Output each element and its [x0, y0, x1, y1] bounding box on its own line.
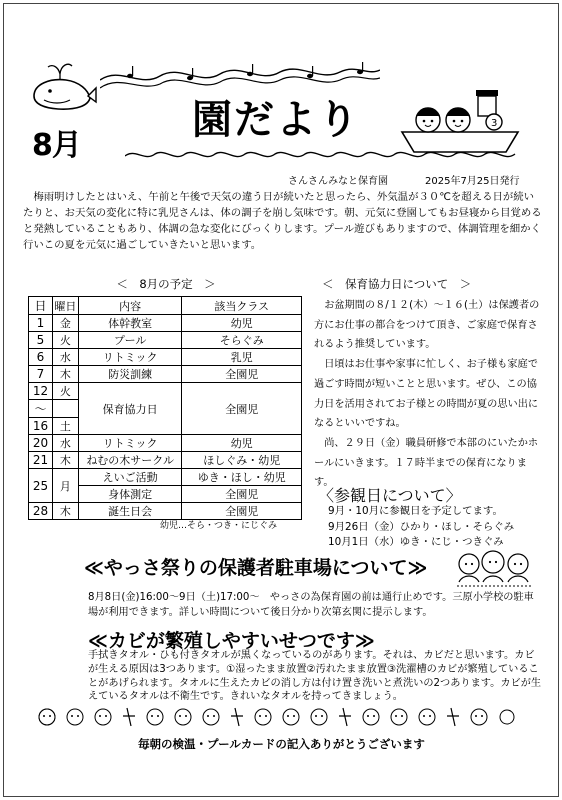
children-illustration [455, 548, 535, 588]
class-cell: 全園児 [182, 383, 302, 435]
content-cell: 身体測定 [78, 486, 182, 503]
table-row [29, 452, 302, 469]
class-cell: 乳児 [182, 349, 302, 366]
weekday-cell: 火 [52, 332, 78, 349]
weekday-cell [52, 400, 78, 418]
month-label: 8月 [32, 128, 81, 163]
weekday-cell: 土 [52, 418, 78, 435]
boat-badge-number: 3 [491, 118, 498, 129]
wave-decoration [125, 148, 525, 162]
schedule-heading: ＜ 8月の予定 ＞ [116, 277, 216, 291]
schedule-footnote: 幼児…そら・つき・にじぐみ [160, 521, 278, 531]
visit-heading: 〈参観日について〉 [318, 486, 462, 505]
column-header: 該当クラス [182, 297, 302, 315]
parking-text: 8月8日(金)16:00～9日（土)17:00～ やっさの為保育園の前は通行止めです。三原小学校の駐車場が利用できます。詳しい時間について後日分かり次第玄関に提示します。 [88, 592, 534, 618]
table-row [29, 332, 302, 349]
class-cell: ほしぐみ・幼児 [182, 452, 302, 469]
cooperation-paragraph: お盆期間の８/１２(木）～１６(土）は保護者の方にお仕事の都合をつけて頂き、ご家庭で保育されるよう推奨しています。 [314, 300, 540, 351]
class-cell: 全園児 [182, 486, 302, 503]
table-row [29, 435, 302, 452]
schedule-table [28, 296, 302, 520]
smiley-faces-border [35, 704, 515, 730]
cooperation-heading: ＜ 保育協力日について ＞ [322, 277, 472, 291]
class-cell: 幼児 [182, 315, 302, 332]
parking-heading: ≪やっさ祭りの保護者駐車場について≫ [84, 557, 428, 579]
content-cell: 体幹教室 [78, 315, 182, 332]
content-cell: 誕生日会 [78, 503, 182, 520]
column-header: 曜日 [52, 297, 78, 315]
mold-heading: ≪カビが繁殖しやすいせつです≫ [88, 630, 375, 652]
cooperation-paragraph: 尚、２９日（金）職員研修で本部のにいたかホールにいきます。１７時半までの保育になります。 [314, 437, 539, 489]
class-cell: そらぐみ [182, 332, 302, 349]
weekday-cell: 金 [52, 315, 78, 332]
weekday-cell: 木 [52, 366, 78, 383]
table-row [29, 469, 302, 486]
cooperation-text [314, 296, 546, 493]
publish-date: 2025年7月25日発行 [425, 176, 520, 187]
day-cell: 12 [29, 383, 53, 400]
table-header-row [29, 297, 302, 315]
weekday-cell: 木 [52, 452, 78, 469]
content-cell: 保育協力日 [78, 383, 182, 435]
day-cell: 5 [29, 332, 53, 349]
weekday-cell: 木 [52, 503, 78, 520]
table-row [29, 383, 302, 400]
class-cell: ゆき・ほし・幼児 [182, 469, 302, 486]
music-note-banner [100, 58, 380, 92]
content-cell: 防災訓練 [78, 366, 182, 383]
table-row [29, 315, 302, 332]
day-cell: 20 [29, 435, 53, 452]
newsletter-title: 園だより [192, 97, 360, 143]
content-cell: ねむの木サークル [78, 452, 182, 469]
cooperation-paragraph: 日頃はお仕事や家事に忙しく、お子様も家庭で過ごす時間が短いことと思います。ぜひ、この協力日を活用されてお子様との時間が夏の思い出になるといいですね。 [314, 359, 539, 430]
weekday-cell: 火 [52, 383, 78, 400]
visit-line: 9月・10月に参観日を予定してます。 [328, 505, 503, 517]
class-cell: 全園児 [182, 366, 302, 383]
day-cell: 28 [29, 503, 53, 520]
visit-line: 10月1日（水）ゆき・にじ・つきぐみ [328, 536, 504, 548]
weekday-cell: 月 [52, 469, 78, 503]
weekday-cell: 水 [52, 435, 78, 452]
day-cell: 21 [29, 452, 53, 469]
class-cell: 全園児 [182, 503, 302, 520]
whale-icon [28, 58, 98, 113]
day-cell: 16 [29, 418, 53, 435]
day-cell: 25 [29, 469, 53, 503]
table-row [29, 503, 302, 520]
day-cell: 6 [29, 349, 53, 366]
column-header: 内容 [78, 297, 182, 315]
day-cell: 7 [29, 366, 53, 383]
visit-line: 9月26日（金）ひかり・ほし・そらぐみ [328, 520, 515, 533]
weekday-cell: 水 [52, 349, 78, 366]
content-cell: えいご活動 [78, 469, 182, 486]
range-tilde: ～ [29, 400, 53, 418]
class-cell: 幼児 [182, 435, 302, 452]
mold-text: 手拭きタオル・ひも付きタオルが黒くなっているのがあります。それは、カビだと思います。カビが生える原因は3つあります。①湿ったまま放置②汚れたまま放置③洗濯槽のカビが繁殖していることがあげられます。タオルに生えたカビの消し方は付け置き洗いと煮洗いの2つあります。カビが生えているタオルは不衛生です。きれいなタオルを持ってきましょう。 [88, 650, 542, 703]
table-row [29, 366, 302, 383]
content-cell: リトミック [78, 349, 182, 366]
content-cell: リトミック [78, 435, 182, 452]
intro-paragraph: 梅雨明けしたとはいえ、午前と午後で天気の違う日が続いたと思ったら、外気温が３０℃を超える日が続いたりと、お天気の変化に特に乳児さんは、体の調子を崩し気味です。朝、元気に登園してもお昼寝から目覚めると発熱していることもあり、体調の急な変化にびっくりします。プール遊びもありますので、体調管理を細かく行いこの夏を元気に過ごしていきたいと思います。 [23, 191, 542, 251]
day-cell: 1 [29, 315, 53, 332]
content-cell: プール [78, 332, 182, 349]
table-row [29, 349, 302, 366]
publisher-name: さんさんみなと保育園 [288, 176, 388, 187]
column-header: 日 [29, 297, 53, 315]
footer-thanks: 毎朝の検温・プールカードの記入ありがとうございます [138, 737, 425, 751]
visit-text [328, 504, 514, 551]
